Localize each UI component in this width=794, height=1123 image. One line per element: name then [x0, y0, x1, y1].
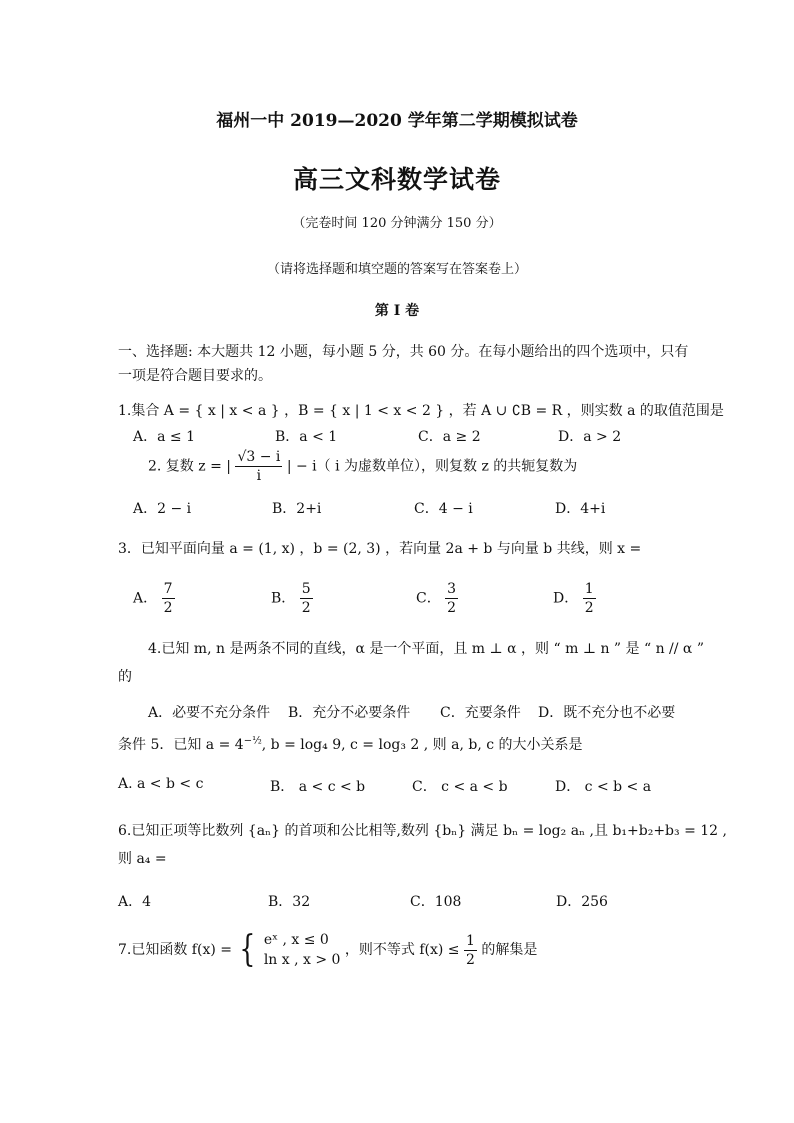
q7-fraction: [464, 932, 477, 969]
section1-intro-line2: 一项是符合题目要求的。: [118, 368, 272, 384]
exam-title: 福州一中 2019—2020 学年第二学期模拟试卷: [216, 111, 578, 131]
q3-option-b-label: B．: [271, 590, 296, 607]
question-2-stem: [148, 448, 577, 485]
time-note: （完卷时间 120 分钟满分 150 分）: [292, 216, 502, 231]
left-brace-icon: {: [239, 929, 256, 970]
question-6-stem-cont: 则 a₄ =: [118, 851, 167, 867]
q6-option-d: D．256: [556, 894, 608, 910]
volume-label: 第 I 卷: [374, 303, 420, 319]
q3-option-c-label: C．: [416, 590, 441, 607]
question-7-stem: [118, 930, 537, 970]
q6-option-b: B．32: [268, 894, 311, 910]
q3-c-num: 3: [447, 581, 457, 597]
q2-option-d: D．4+i: [555, 501, 606, 517]
q5-exponent: −½: [243, 735, 262, 747]
q5-option-d: D． c < b < a: [555, 779, 652, 795]
q3-b-den: 2: [301, 600, 311, 616]
q3-option-b-fraction: [300, 580, 313, 617]
question-3-stem: 3．已知平面向量 a = (1, x) ，b = (2, 3) ，若向量 2a + b 与向量 b 共线，则 x =: [118, 541, 642, 557]
exam-subject-title: 高三文科数学试卷: [292, 165, 501, 194]
q4-option-a: A．必要不充分条件: [148, 705, 271, 721]
q3-option-c-fraction: [445, 580, 458, 617]
q7-frac-num: 1: [465, 932, 475, 949]
q7-mid: ，则不等式 f(x) ≤: [344, 942, 460, 958]
answer-note: （请将选择题和填空题的答案写在答案卷上）: [266, 262, 527, 277]
section1-intro-line1: 一、选择题: 本大题共 12 小题，每小题 5 分，共 60 分。在每小题给出的四个选项中，只有: [118, 344, 689, 360]
q3-a-num: 7: [163, 581, 173, 597]
q1-option-c: C．a ≥ 2: [418, 429, 481, 445]
q5-lead: 条件 5．已知 a = 4: [118, 737, 244, 753]
q2-option-b: B．2+i: [272, 501, 322, 517]
q2-option-a: A．2 − i: [133, 501, 192, 517]
q1-option-d: D．a > 2: [558, 429, 622, 445]
q6-option-a: A．4: [118, 894, 152, 910]
q3-a-den: 2: [163, 600, 173, 616]
q4-option-c: C．充要条件: [440, 705, 521, 721]
q7-suffix: 的解集是: [481, 942, 538, 958]
q1-option-b: B．a < 1: [275, 429, 338, 445]
q3-d-den: 2: [584, 600, 594, 616]
q3-option-d: [553, 580, 596, 617]
q5-option-c: C． c < a < b: [412, 779, 508, 795]
q5-option-b: B． a < c < b: [270, 779, 366, 795]
q3-option-a: [133, 580, 175, 617]
q3-c-den: 2: [447, 600, 457, 616]
q2-prefix: 2. 复数 z = |: [148, 458, 231, 475]
q3-option-d-label: D．: [553, 590, 579, 607]
q7-prefix: 7.已知函数 f(x) =: [118, 942, 232, 958]
q4-option-b: B．充分不必要条件: [288, 705, 411, 721]
q7-frac-den: 2: [465, 951, 475, 968]
question-4-stem-cont: 的: [118, 669, 132, 685]
q3-option-b: [271, 580, 313, 617]
q3-d-num: 1: [584, 581, 594, 597]
q3-option-d-fraction: [583, 580, 596, 617]
q3-option-a-fraction: [162, 580, 175, 617]
q7-piecewise-cases: [264, 930, 341, 970]
q2-suffix: | − i（ i 为虚数单位），则复数 z 的共轭复数为: [286, 458, 578, 475]
q5-rest: , b = log₄ 9, c = log₃ 2 , 则 a, b, c 的大小关系是: [261, 737, 583, 753]
q3-option-a-label: A．: [133, 590, 158, 607]
q7-case-1: eˣ , x ≤ 0: [263, 932, 329, 948]
q5-option-a: A. a < b < c: [118, 776, 204, 792]
q1-option-a: A．a ≤ 1: [133, 429, 195, 445]
q2-option-c: C．4 − i: [414, 501, 473, 517]
q2-frac-den: i: [256, 468, 262, 484]
q6-option-c: C．108: [410, 894, 462, 910]
q4-option-d: D．既不充分也不必要: [538, 705, 676, 721]
question-5-stem: [118, 734, 583, 754]
question-6-stem: 6.已知正项等比数列 {aₙ} 的首项和公比相等,数列 {bₙ} 满足 bₙ = log₂ aₙ ,且 b₁+b₂+b₃ = 12 ,: [118, 823, 727, 839]
q2-fraction: [235, 448, 282, 485]
q3-option-c: [416, 580, 458, 617]
question-1-stem: 1.集合 A = { x | x < a } ，B = { x | 1 < x < 2 } ，若 A ∪ ∁B = R ，则实数 a 的取值范围是: [118, 403, 724, 419]
q3-b-num: 5: [301, 581, 311, 597]
q7-case-2: ln x , x > 0: [263, 952, 341, 968]
q2-frac-num: √3 − i: [237, 449, 281, 465]
question-4-stem: 4.已知 m, n 是两条不同的直线，α 是一个平面，且 m ⊥ α ，则 “ m ⊥ n ” 是 “ n // α ”: [148, 641, 704, 657]
